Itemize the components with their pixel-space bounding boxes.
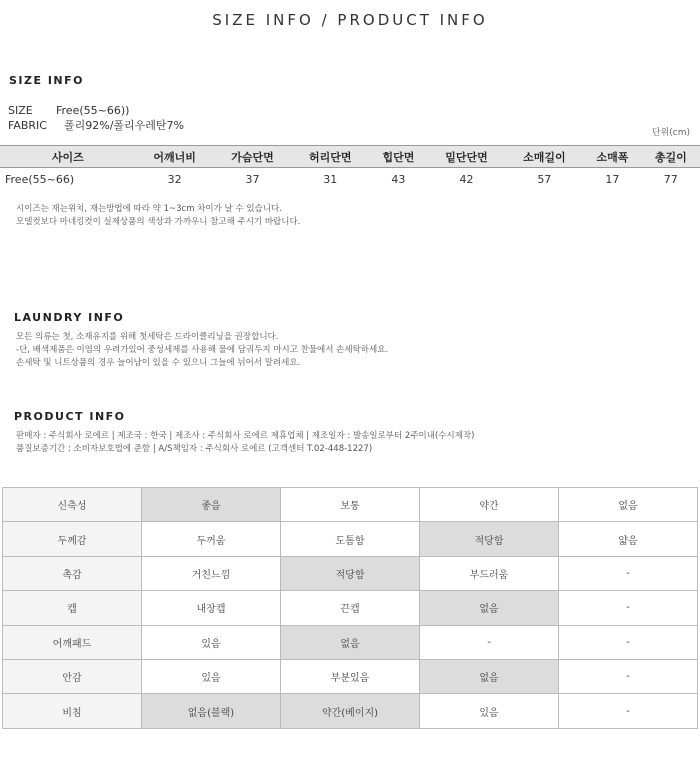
attribute-option: - bbox=[559, 659, 698, 693]
attribute-option: 없음 bbox=[420, 591, 559, 625]
attribute-option: 부드러움 bbox=[420, 556, 559, 590]
note-line: 모든 의류는 첫, 소재유지를 위해 첫세탁은 드라이클리닝을 권장합니다. bbox=[16, 332, 279, 342]
attribute-option: 약간(베이지) bbox=[281, 694, 420, 728]
attribute-option: 있음 bbox=[142, 625, 281, 659]
table-cell: 77 bbox=[663, 172, 678, 186]
attribute-option: - bbox=[420, 625, 559, 659]
attribute-option: 없음(블랙) bbox=[142, 694, 281, 728]
note-line: 판매자 : 주식회사 로에르 | 제조국 : 한국 | 제조사 : 주식회사 로에르 제휴업체 | 제조일자 : 발송일로부터 2주이내(수시제작) bbox=[16, 431, 475, 441]
header-cell: 허리단면 bbox=[291, 146, 369, 168]
size-key: SIZE bbox=[8, 104, 33, 117]
unit-label: 단위(cm) bbox=[651, 128, 690, 138]
attribute-option: 좋음 bbox=[142, 488, 281, 522]
attribute-option: - bbox=[559, 591, 698, 625]
table-cell: 31 bbox=[323, 172, 338, 186]
table-cell: 37 bbox=[245, 172, 260, 186]
note-line: -단, 배색제품은 이염의 우려가있어 중성세제를 사용해 물에 담궈두지 마시고 찬물에서 손세탁하세요. bbox=[16, 345, 389, 355]
attribute-option: 거친느낌 bbox=[142, 556, 281, 590]
attribute-option: 보통 bbox=[281, 488, 420, 522]
attribute-label: 캡 bbox=[3, 591, 142, 625]
attribute-label: 촉감 bbox=[3, 556, 142, 590]
attribute-option: 적당함 bbox=[420, 522, 559, 556]
laundry-info-heading: LAUNDRY INFO bbox=[14, 311, 125, 324]
header-cell: 힙단면 bbox=[369, 146, 427, 168]
product-info-heading: PRODUCT INFO bbox=[14, 410, 126, 423]
product-notes bbox=[16, 430, 474, 456]
table-row bbox=[0, 168, 700, 191]
fabric-key: FABRIC bbox=[8, 119, 47, 132]
size-value: Free(55~66)) bbox=[56, 104, 130, 117]
table-cell: 57 bbox=[537, 172, 552, 186]
header-cell: 가슴단면 bbox=[214, 146, 292, 168]
attribute-option: 두꺼움 bbox=[142, 522, 281, 556]
attribute-table bbox=[2, 487, 698, 729]
attribute-option: 없음 bbox=[281, 625, 420, 659]
table-cell: 17 bbox=[605, 172, 620, 186]
attribute-label: 비침 bbox=[3, 694, 142, 728]
attribute-row bbox=[3, 556, 698, 590]
attribute-label: 신축성 bbox=[3, 488, 142, 522]
table-cell: Free(55~66) bbox=[5, 172, 75, 186]
size-info-heading: SIZE INFO bbox=[9, 74, 84, 87]
header-cell: 어깨너비 bbox=[136, 146, 214, 168]
attribute-row bbox=[3, 694, 698, 728]
note-line: 품질보증기간 : 소비자보호법에 준함 | A/S책임자 : 주식회사 로에르 (고객센터 T.02-448-1227) bbox=[16, 444, 373, 454]
table-cell: 43 bbox=[391, 172, 406, 186]
page-title: SIZE INFO / PRODUCT INFO bbox=[212, 11, 488, 29]
size-spec bbox=[8, 104, 129, 117]
attribute-option: 내장캡 bbox=[142, 591, 281, 625]
header-cell: 사이즈 bbox=[0, 146, 136, 168]
header-cell: 소매폭 bbox=[583, 146, 641, 168]
header-cell: 소매길이 bbox=[505, 146, 583, 168]
attribute-option: 약간 bbox=[420, 488, 559, 522]
attribute-row bbox=[3, 488, 698, 522]
note-line: 모델컷보다 마네킹컷이 실제상품의 색상과 가까우니 참고해 주시기 바랍니다. bbox=[16, 217, 301, 227]
attribute-option: - bbox=[559, 694, 698, 728]
attribute-label: 어깨패드 bbox=[3, 625, 142, 659]
attribute-option: 없음 bbox=[420, 659, 559, 693]
attribute-option: - bbox=[559, 556, 698, 590]
fabric-spec bbox=[8, 117, 184, 133]
attribute-row bbox=[3, 625, 698, 659]
note-line: 손세탁 및 니트상품의 경우 늘어남이 있을 수 있으니 그늘에 뉘어서 말려세요. bbox=[16, 358, 301, 368]
attribute-option: 도톰함 bbox=[281, 522, 420, 556]
table-cell: 42 bbox=[459, 172, 474, 186]
note-line: 시이즈는 재는위치, 재는방법에 따라 약 1~3cm 차이가 날 수 있습니다. bbox=[16, 204, 282, 214]
attribute-option: 끈캡 bbox=[281, 591, 420, 625]
laundry-notes bbox=[16, 331, 388, 370]
attribute-label: 안감 bbox=[3, 659, 142, 693]
attribute-option: 있음 bbox=[142, 659, 281, 693]
attribute-option: 적당함 bbox=[281, 556, 420, 590]
fabric-value: 폴리92%/폴리우레탄7% bbox=[64, 119, 184, 132]
size-table-header bbox=[0, 146, 700, 168]
header-cell: 총길이 bbox=[642, 146, 700, 168]
attribute-label: 두께감 bbox=[3, 522, 142, 556]
attribute-option: 부분있음 bbox=[281, 659, 420, 693]
attribute-row bbox=[3, 591, 698, 625]
attribute-option: 있음 bbox=[420, 694, 559, 728]
table-cell: 32 bbox=[167, 172, 182, 186]
attribute-option: - bbox=[559, 625, 698, 659]
attribute-row bbox=[3, 659, 698, 693]
header-cell: 밑단단면 bbox=[428, 146, 506, 168]
attribute-row bbox=[3, 522, 698, 556]
attribute-option: 없음 bbox=[559, 488, 698, 522]
size-notes bbox=[16, 203, 300, 229]
size-table bbox=[0, 145, 700, 191]
attribute-option: 얇음 bbox=[559, 522, 698, 556]
